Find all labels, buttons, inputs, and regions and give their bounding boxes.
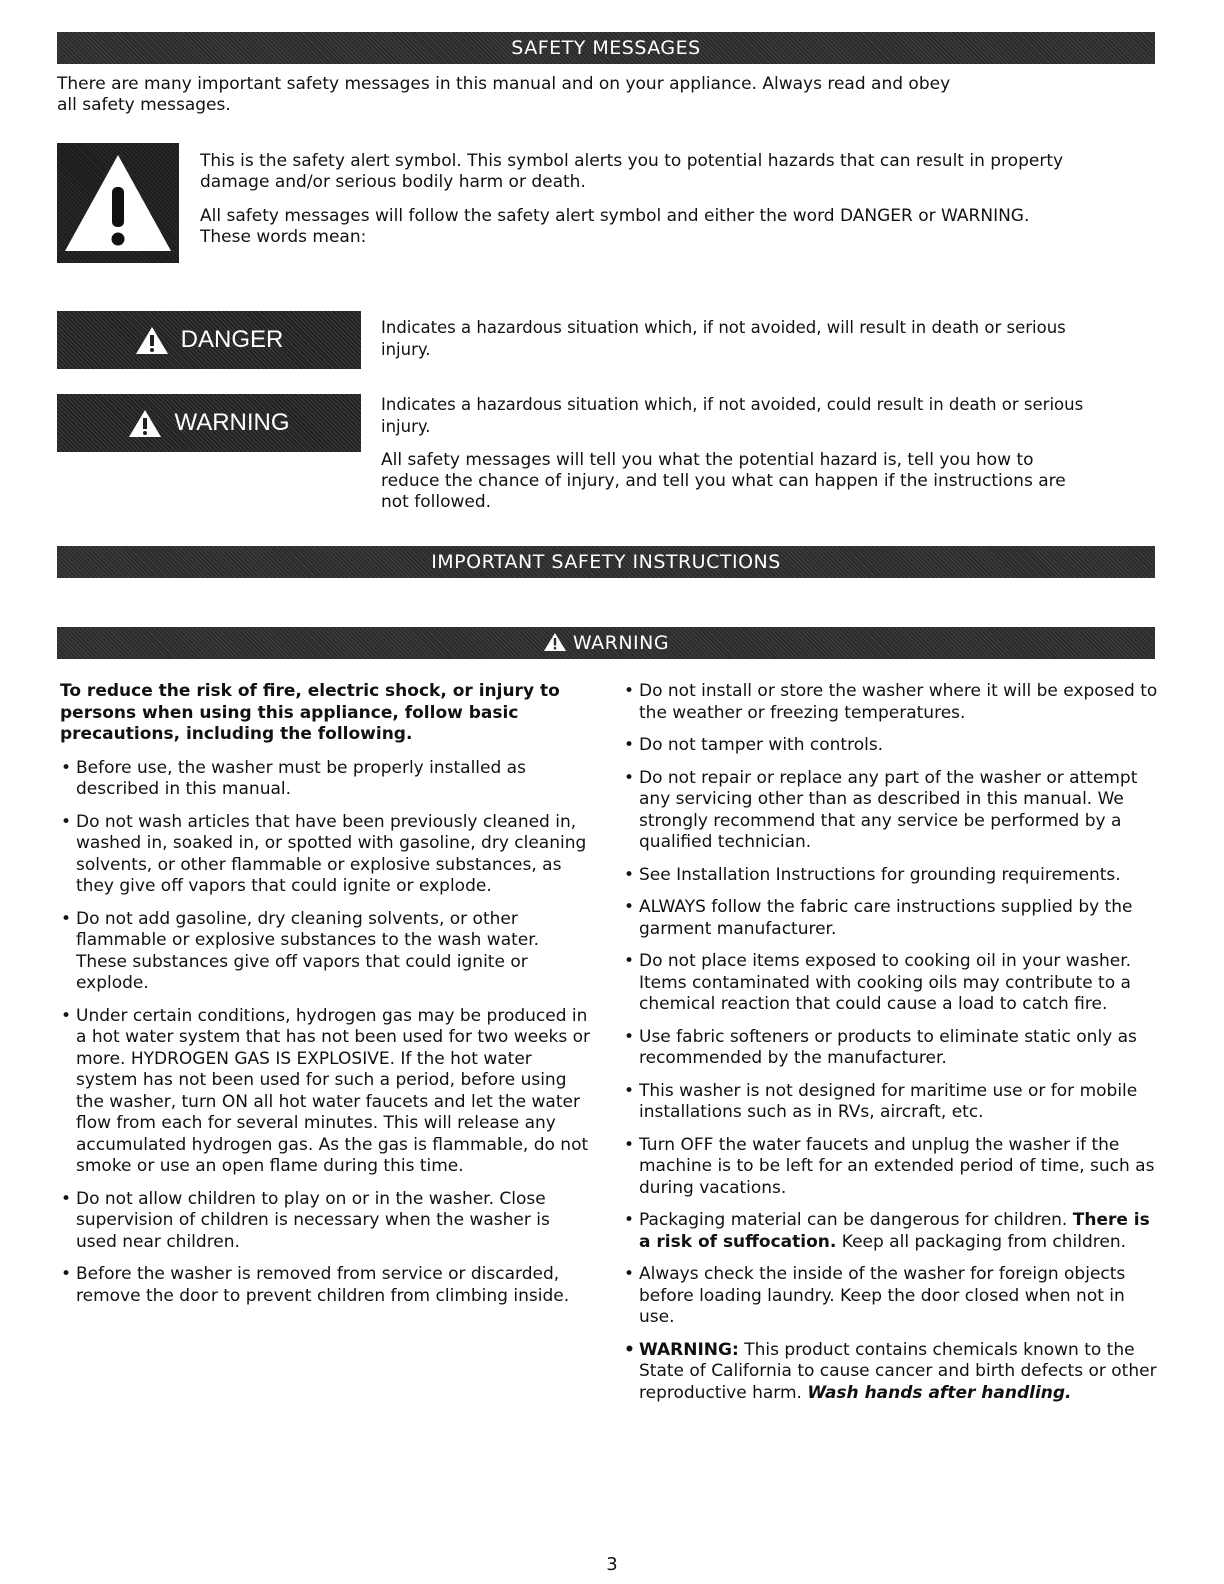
alert-text-line-1: This is the safety alert symbol. This symbol alerts you to potential hazards that can result in property <box>200 151 1064 171</box>
intro-line-2: all safety messages. <box>57 95 231 115</box>
alert-text-line-4: These words mean: <box>200 227 367 247</box>
list-item: • This washer is not designed for maritime use or for mobile installations such as in RVs, aircraft, etc. <box>624 1080 1138 1122</box>
alert-text-line-2: damage and/or serious bodily harm or death. <box>200 172 586 192</box>
prop65-warning-item: • WARNING: This product contains chemicals known to the State of California to cause cancer and birth defects or other reproductive harm. Wash hands after handling. <box>624 1339 1157 1403</box>
alert-text-line-3: All safety messages will follow the safety alert symbol and either the word DANGER or WARNING. <box>200 206 1030 226</box>
warning-label: WARNING <box>174 409 290 436</box>
warning-desc-line-1: Indicates a hazardous situation which, if not avoided, could result in death or serious <box>381 395 1084 414</box>
lead-paragraph: To reduce the risk of fire, electric shock, or injury to persons when using this appliance, follow basic precautions, including the following. <box>60 681 560 744</box>
packaging-item: • Packaging material can be dangerous for children. There is a risk of suffocation. Keep all packaging from children. <box>624 1210 1150 1252</box>
warning-alert-icon <box>128 408 162 438</box>
list-item: • See Installation Instructions for grounding requirements. <box>624 864 1121 885</box>
warning-header-alert-icon <box>543 632 567 652</box>
wash-hands-emphasis: Wash hands after handling. <box>807 1382 1072 1403</box>
list-item: • Before use, the washer must be properly installed as described in this manual. <box>61 757 526 799</box>
danger-desc-line-1: Indicates a hazardous situation which, if not avoided, will result in death or serious <box>381 318 1066 337</box>
intro-line-1: There are many important safety messages in this manual and on your appliance. Always read and obey <box>57 74 951 94</box>
danger-alert-icon <box>135 325 169 355</box>
list-item: • Do not add gasoline, dry cleaning solvents, or other flammable or explosive substances to the wash water. These substances give off vapors that could ignite or explode. <box>61 908 540 993</box>
list-item: • Do not repair or replace any part of the washer or attempt any servicing other than as described in this manual. We strongly recommend that any service be performed by a qualified technician. <box>624 767 1138 852</box>
warning-header <box>57 627 1155 659</box>
warning-header-title: WARNING <box>572 632 670 654</box>
all-messages-line-1: All safety messages will tell you what the potential hazard is, tell you how to <box>381 450 1034 470</box>
prop65-label: WARNING: <box>639 1339 739 1360</box>
safety-messages-header <box>57 32 1155 64</box>
suffocation-warning: There is a risk of suffocation. <box>639 1210 1150 1252</box>
all-messages-line-2: reduce the chance of injury, and tell you what can happen if the instructions are <box>381 471 1066 491</box>
list-item: • Before the washer is removed from service or discarded, remove the door to prevent children from climbing inside. <box>61 1264 570 1306</box>
list-item: • Do not wash articles that have been previously cleaned in, washed in, soaked in, or spotted with gasoline, dry cleaning solvents, or other flammable or explosive substances, as they give off vapors that could ignite or explode. <box>61 811 587 896</box>
list-item: • Always check the inside of the washer for foreign objects before loading laundry. Keep the door closed when not in use. <box>624 1264 1126 1327</box>
right-column <box>623 681 1158 1415</box>
danger-signal-box <box>57 311 361 369</box>
list-item: • Turn OFF the water faucets and unplug the washer if the machine is to be left for an extended period of time, such as during vacations. <box>624 1134 1155 1198</box>
page-number: 3 <box>606 1554 618 1575</box>
list-item: • Do not place items exposed to cooking oil in your washer. Items contaminated with cooking oils may contribute to a chemical reaction that could cause a load to catch fire. <box>624 951 1132 1014</box>
warning-triangle-icon <box>57 143 179 263</box>
warning-signal-box <box>57 394 361 452</box>
list-item: • Use fabric softeners or products to eliminate static only as recommended by the manufacturer. <box>624 1026 1137 1068</box>
ist-title: IMPORTANT SAFETY INSTRUCTIONS <box>431 551 781 573</box>
list-item: • Do not tamper with controls. <box>624 735 884 755</box>
list-item: • Under certain conditions, hydrogen gas may be produced in a hot water system that has not been used for two weeks or more. HYDROGEN GAS IS EXPLOSIVE. If the hot water system has not been used for such a period, before using the washer, turn ON all hot water faucets and let the water flow from each for several minutes. This will release any accumulated hydrogen gas. As the gas is flammable, do not smoke or use an open flame during this time. <box>61 1005 591 1176</box>
danger-desc-line-2: injury. <box>381 340 431 359</box>
all-messages-line-3: not followed. <box>381 492 492 512</box>
warning-desc-line-2: injury. <box>381 417 431 436</box>
list-item: • Do not install or store the washer where it will be exposed to the weather or freezing temperatures. <box>624 681 1158 723</box>
list-item: • Do not allow children to play on or in the washer. Close supervision of children is necessary when the washer is used near children. <box>61 1188 550 1252</box>
list-item: • ALWAYS follow the fabric care instructions supplied by the garment manufacturer. <box>624 897 1133 939</box>
safety-alert-symbol <box>57 143 179 263</box>
danger-label: DANGER <box>180 326 284 353</box>
important-safety-instructions-header <box>57 546 1155 578</box>
safety-messages-title: SAFETY MESSAGES <box>511 37 701 59</box>
left-column <box>60 681 595 1318</box>
